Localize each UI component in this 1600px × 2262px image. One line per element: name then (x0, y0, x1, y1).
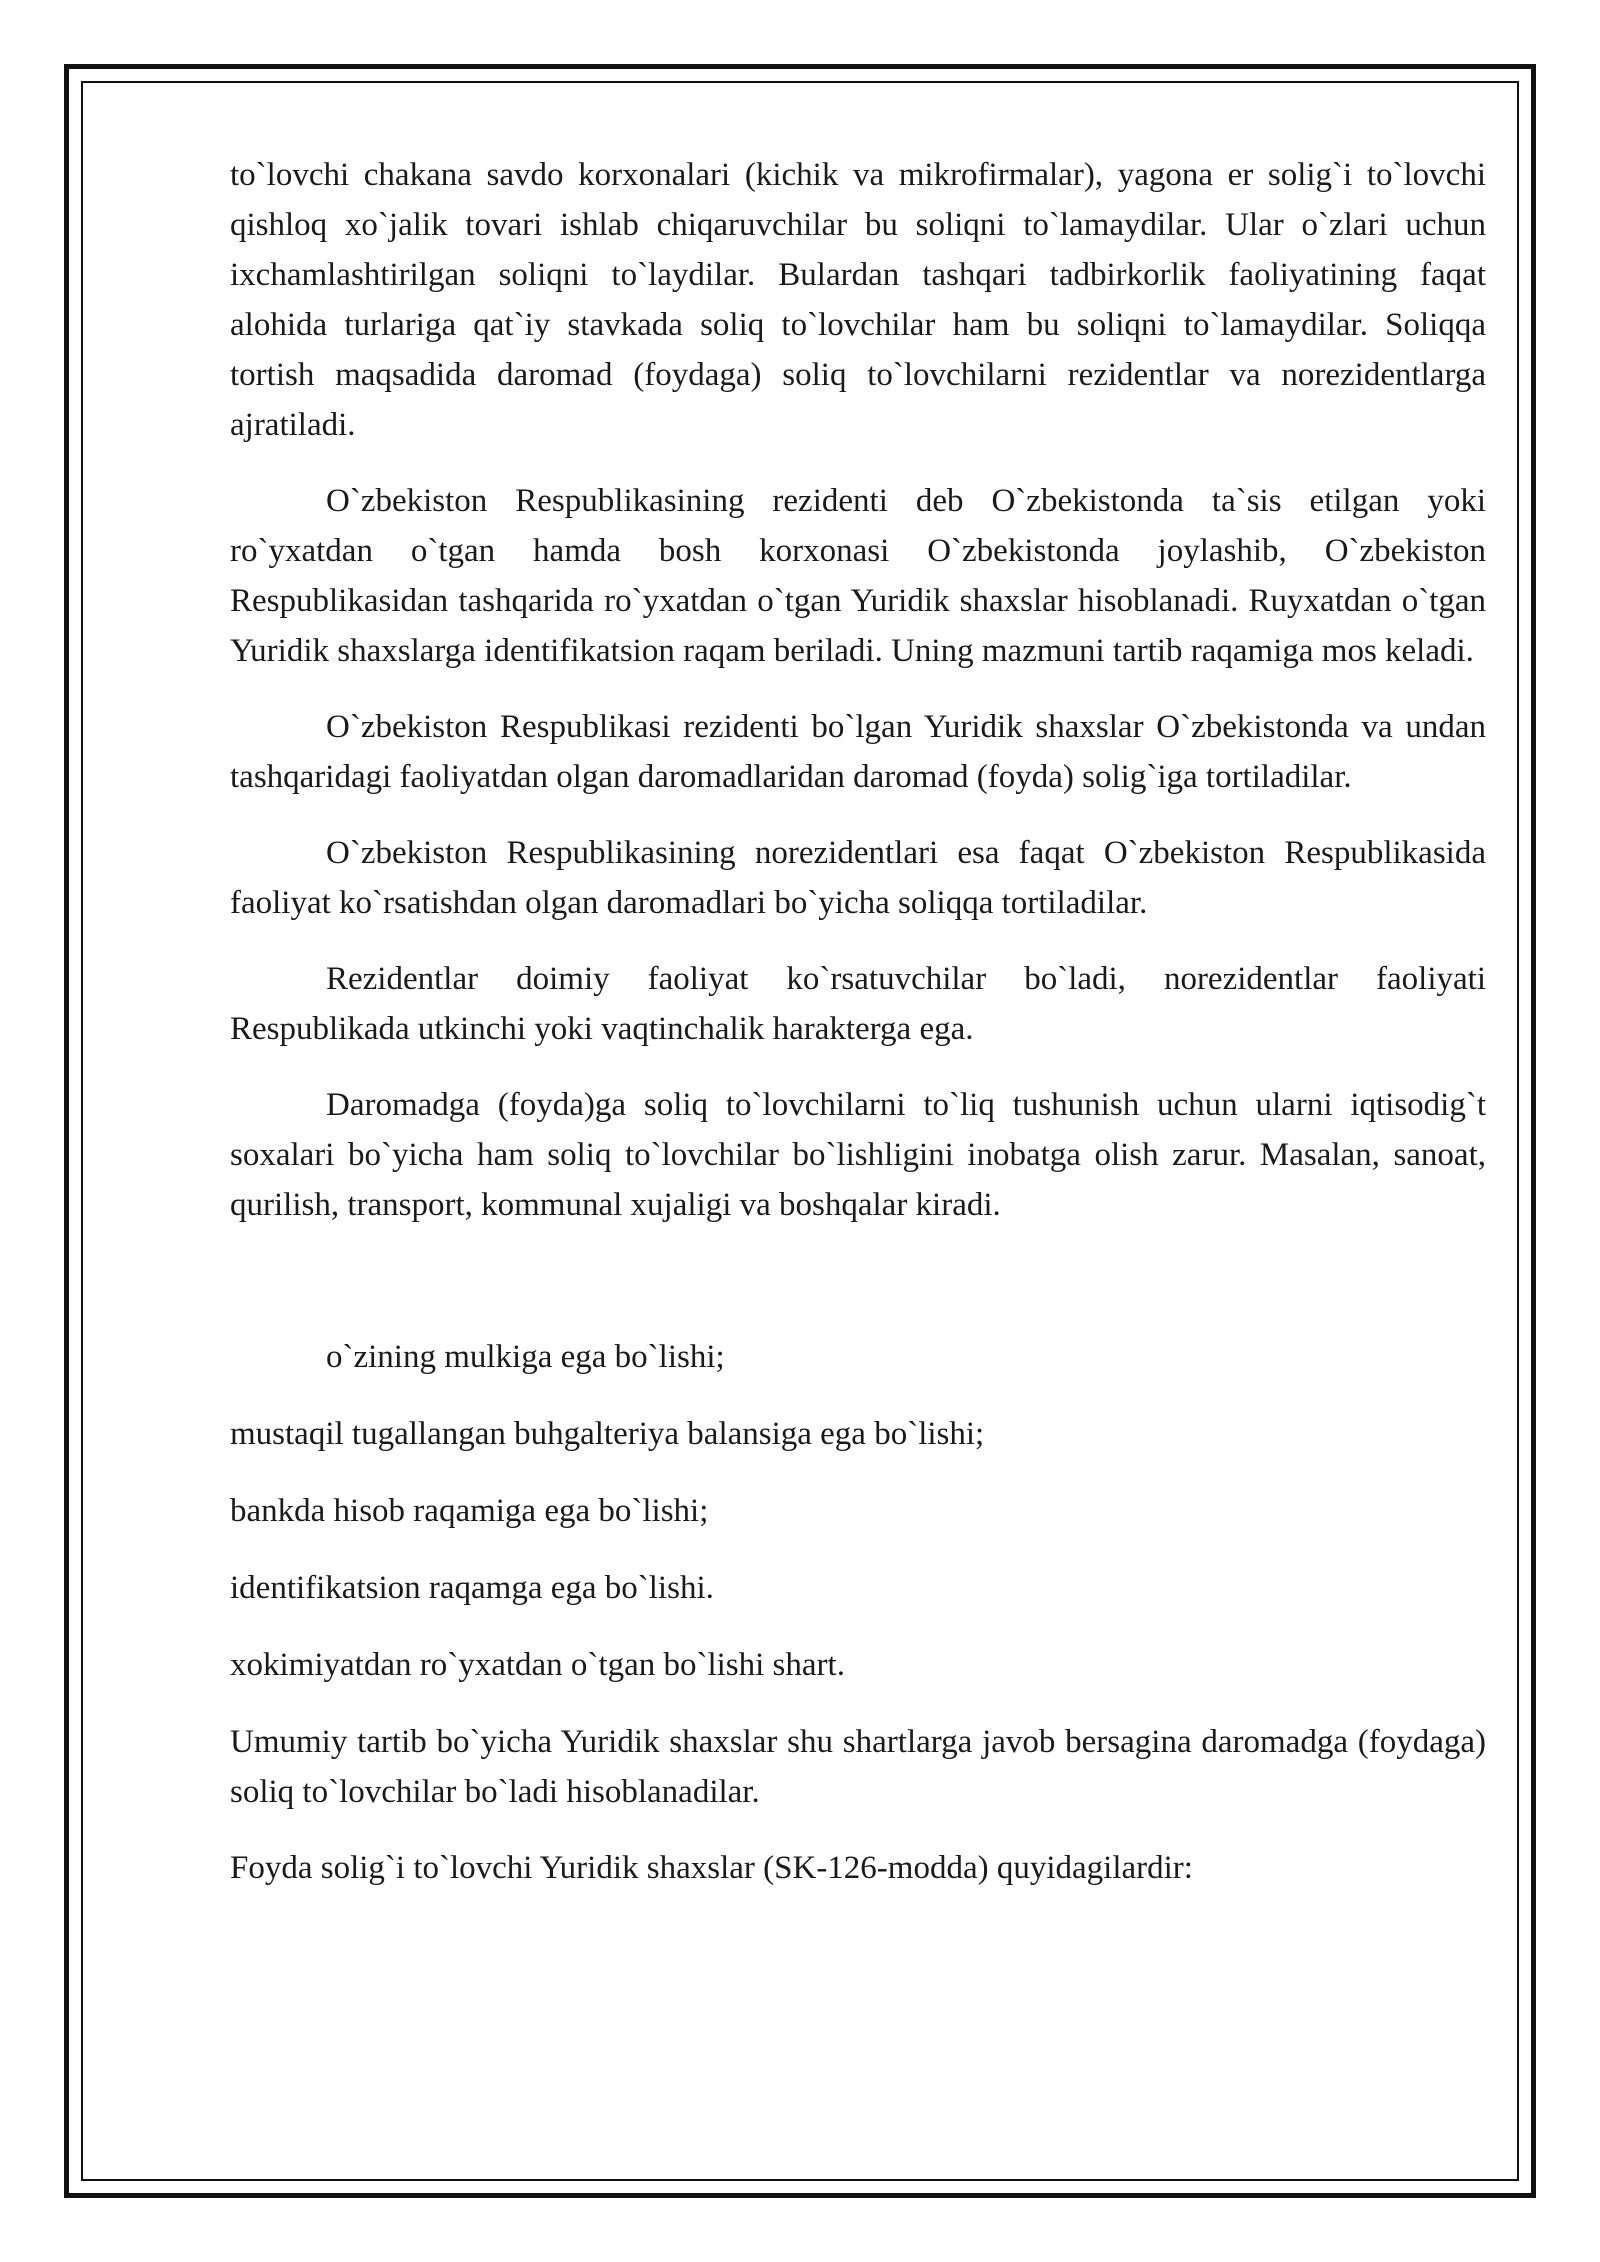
paragraph-list-intro: Foyda solig`i to`lovchi Yuridik shaxslar (SK-126-modda) quyidagilardir: (230, 1850, 1193, 1886)
paragraph-sectors: Daromadga (foyda)ga soliq to`lovchilarni to`liq tushunish uchun ularni iqtisodig`t soxalari bo`yicha ham soliq to`lovchilar bo`lishligini inobatga olish zarur. Masalan, sanoat, qurilish, transport, kommunal xujaligi va boshqalar kiradi. (230, 1087, 1486, 1223)
condition-item: bankda hisob raqamiga ega bo`lishi; (230, 1493, 709, 1529)
paragraph-resident-definition: O`zbekiston Respublikasining rezidenti deb O`zbekistonda ta`sis etilgan yoki ro`yxatdan o`tgan hamda bosh korxonasi O`zbekistonda joylashib, O`zbekiston Respublikasidan tashqarida ro`yxatdan o`tgan Yuridik shaxslar hisoblanadi. Ruyxatdan o`tgan Yuridik shaxslarga identifikatsion raqam beriladi. Uning mazmuni tartib raqamiga mos keladi. (230, 483, 1486, 669)
paragraph-taxpayers-exempt: to`lovchi chakana savdo korxonalari (kichik va mikrofirmalar), yagona er solig`i to`lovchi qishloq xo`jalik tovari ishlab chiqaruvchilar bu soliqni to`lamaydilar. Ular o`zlari uchun ixchamlashtirilgan soliqni to`laydilar. Bulardan tashqari tadbirkorlik faoliyatining faqat alohida turlariga qat`iy stavkada soliq to`lovchilar ham bu soliqni to`lamaydilar. Soliqqa tortish maqsadida daromad (foydaga) soliq to`lovchilarni rezidentlar va norezidentlarga ajratiladi. (230, 157, 1486, 443)
condition-item: o`zining mulkiga ega bo`lishi; (326, 1339, 725, 1375)
condition-item: xokimiyatdan ro`yxatdan o`tgan bo`lishi shart. (230, 1647, 845, 1683)
condition-item: mustaqil tugallangan buhgalteriya balansiga ega bo`lishi; (230, 1416, 985, 1452)
condition-item: identifikatsion raqamga ega bo`lishi. (230, 1570, 714, 1606)
paragraph-activity-nature: Rezidentlar doimiy faoliyat ko`rsatuvchilar bo`ladi, norezidentlar faoliyati Respublikada utkinchi yoki vaqtinchalik harakterga ega. (230, 961, 1486, 1047)
paragraph-general-rule: Umumiy tartib bo`yicha Yuridik shaxslar shu shartlarga javob bersagina daromadga (foydaga) soliq to`lovchilar bo`ladi hisoblanadilar. (230, 1724, 1486, 1810)
paragraph-resident-taxation: O`zbekiston Respublikasi rezidenti bo`lgan Yuridik shaxslar O`zbekistonda va undan tashqaridagi faoliyatdan olgan daromadlaridan daromad (foyda) solig`iga tortiladilar. (230, 709, 1486, 795)
conditions-list (230, 1332, 1486, 1690)
document-body (230, 150, 1486, 1919)
spacer (230, 1256, 1486, 1332)
paragraph-nonresident-taxation: O`zbekiston Respublikasining norezidentlari esa faqat O`zbekiston Respublikasida faoliyat ko`rsatishdan olgan daromadlari bo`yicha soliqqa tortiladilar. (230, 835, 1486, 921)
